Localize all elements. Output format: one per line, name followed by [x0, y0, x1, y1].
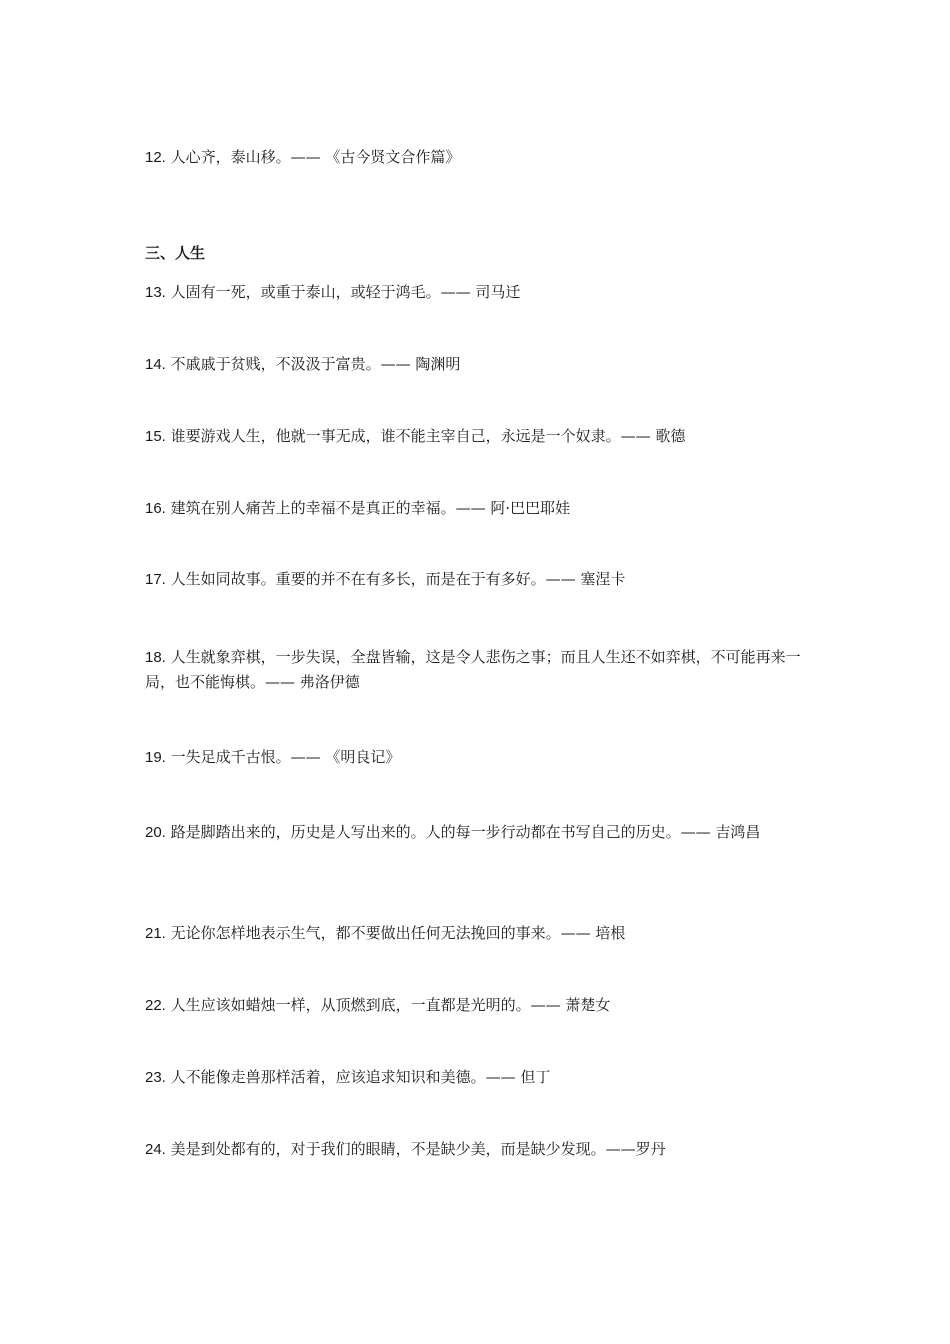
- quote-number: 14.: [145, 356, 166, 373]
- quote-23: [145, 1065, 805, 1090]
- quote-21: [145, 921, 805, 946]
- quote-text: 谁要游戏人生，他就一事无成，谁不能主宰自己，永远是一个奴隶。—— 歌德: [170, 427, 686, 445]
- quote-13: [145, 280, 805, 305]
- quote-number: 18.: [145, 649, 166, 666]
- quote-text: 人不能像走兽那样活着，应该追求知识和美德。—— 但丁: [170, 1068, 551, 1086]
- quote-text: 人心齐，泰山移。—— 《古今贤文合作篇》: [170, 148, 461, 166]
- quote-number: 22.: [145, 997, 166, 1014]
- quote-18: [145, 645, 805, 695]
- quote-19: [145, 745, 805, 770]
- quote-24: [145, 1137, 805, 1162]
- quote-text: 人固有一死，或重于泰山，或轻于鸿毛。—— 司马迁: [170, 283, 521, 301]
- quote-number: 17.: [145, 571, 166, 588]
- quote-text: 路是脚踏出来的，历史是人写出来的。人的每一步行动都在书写自己的历史。—— 吉鸿昌: [170, 823, 761, 841]
- quote-number: 23.: [145, 1069, 166, 1086]
- quote-number: 24.: [145, 1141, 166, 1158]
- quote-number: 13.: [145, 284, 166, 301]
- quote-17: [145, 567, 805, 592]
- quote-number: 12.: [145, 149, 166, 166]
- quote-text: 人生应该如蜡烛一样，从顶燃到底，一直都是光明的。—— 萧楚女: [170, 996, 611, 1014]
- quote-22: [145, 993, 805, 1018]
- quote-text: 美是到处都有的，对于我们的眼睛，不是缺少美，而是缺少发现。——罗丹: [170, 1140, 666, 1158]
- quote-number: 20.: [145, 824, 166, 841]
- section-heading: 三、人生: [145, 244, 206, 262]
- quote-14: [145, 352, 805, 377]
- quote-text: 人生就象弈棋，一步失误，全盘皆输，这是令人悲伤之事；而且人生还不如弈棋，不可能再来一局，也不能悔棋。—— 弗洛伊德: [145, 648, 801, 691]
- quote-text: 一失足成千古恨。—— 《明良记》: [170, 748, 401, 766]
- quote-text: 不戚戚于贫贱，不汲汲于富贵。—— 陶渊明: [170, 355, 461, 373]
- quote-text: 人生如同故事。重要的并不在有多长，而是在于有多好。—— 塞涅卡: [170, 570, 626, 588]
- quote-number: 15.: [145, 428, 166, 445]
- quote-number: 16.: [145, 500, 166, 517]
- quote-20: [145, 820, 805, 845]
- quote-number: 19.: [145, 749, 166, 766]
- quote-text: 无论你怎样地表示生气，都不要做出任何无法挽回的事来。—— 培根: [170, 924, 626, 942]
- quote-text: 建筑在别人痛苦上的幸福不是真正的幸福。—— 阿·巴巴耶娃: [170, 499, 571, 517]
- quote-16: [145, 496, 805, 521]
- quote-12: [145, 145, 805, 170]
- quote-15: [145, 424, 805, 449]
- quote-number: 21.: [145, 925, 166, 942]
